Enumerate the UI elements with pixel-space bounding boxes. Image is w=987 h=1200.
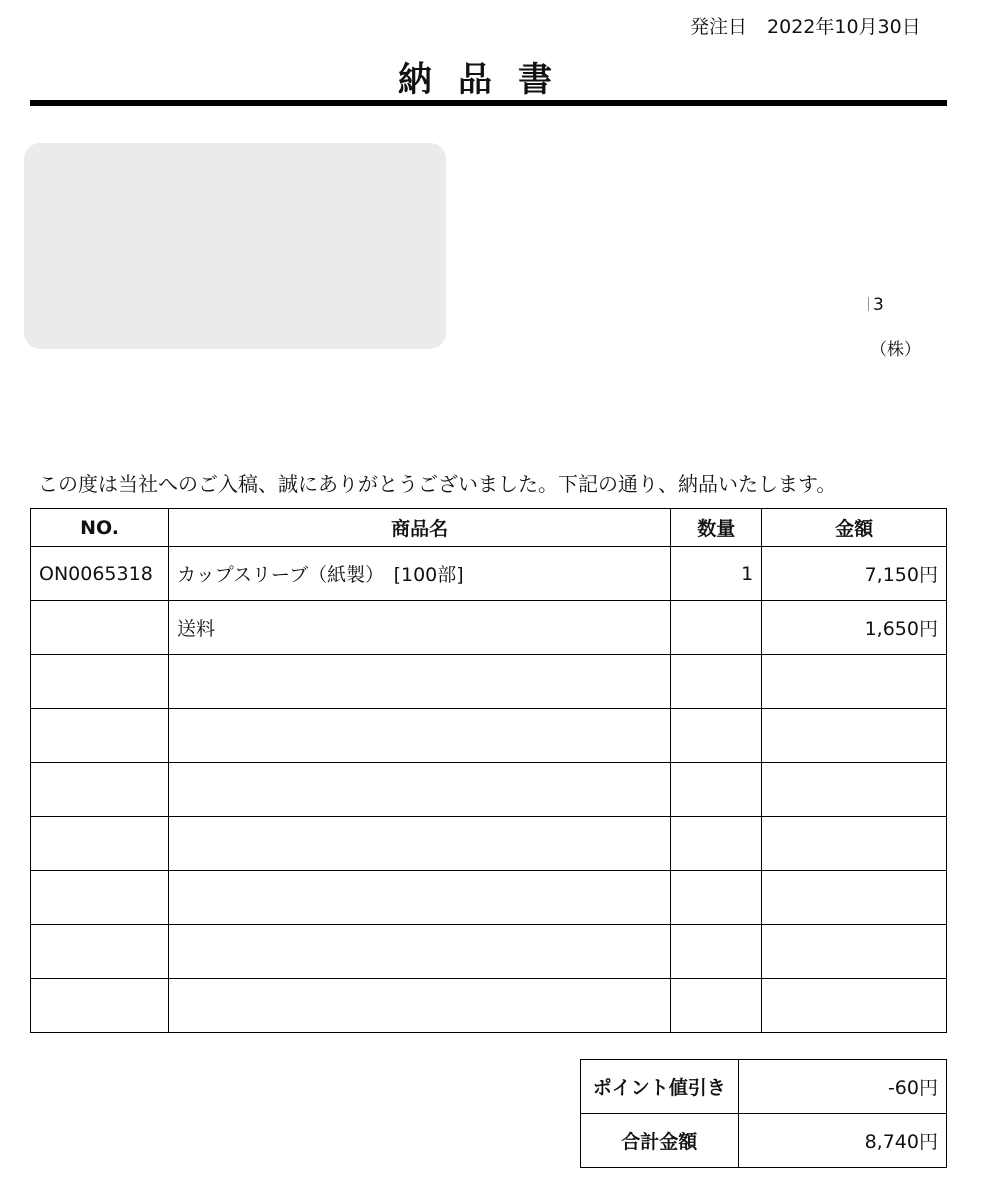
cell-amount xyxy=(762,709,947,763)
cell-product-name xyxy=(168,871,670,925)
order-date xyxy=(690,12,950,39)
total-row xyxy=(581,1114,947,1168)
document-title: 納品書 xyxy=(398,60,578,100)
title-underline xyxy=(30,100,947,106)
cell-product-name xyxy=(168,925,670,979)
total-label: 合計金額 xyxy=(581,1114,739,1168)
cell-quantity xyxy=(671,871,762,925)
header-quantity: 数量 xyxy=(671,509,762,547)
cell-quantity xyxy=(671,817,762,871)
table-row xyxy=(31,709,947,763)
sender-company: （株） xyxy=(870,340,921,360)
cell-amount: 7,150円 xyxy=(762,547,947,601)
discount-label: ポイント値引き xyxy=(581,1060,739,1114)
items-table-header-row xyxy=(31,509,947,547)
cell-amount xyxy=(762,925,947,979)
cell-amount xyxy=(762,655,947,709)
cell-product-name xyxy=(168,655,670,709)
table-row xyxy=(31,925,947,979)
cell-no xyxy=(31,871,169,925)
cell-product-name: 送料 xyxy=(168,601,670,655)
cell-quantity xyxy=(671,763,762,817)
cell-product-name xyxy=(168,709,670,763)
recipient-address-box-redacted xyxy=(24,143,446,349)
cell-quantity xyxy=(671,709,762,763)
cell-no xyxy=(31,979,169,1033)
cell-product-name xyxy=(168,763,670,817)
items-table xyxy=(30,508,947,1033)
cell-quantity xyxy=(671,925,762,979)
table-row xyxy=(31,763,947,817)
order-date-value: 2022年10月30日 xyxy=(767,16,921,38)
cell-no xyxy=(31,709,169,763)
cell-quantity xyxy=(671,601,762,655)
total-value: 8,740円 xyxy=(738,1114,946,1168)
sender-fragment-text: 3 xyxy=(873,295,884,315)
cell-amount xyxy=(762,763,947,817)
sender-address-fragment xyxy=(868,295,884,315)
totals-table xyxy=(580,1059,947,1168)
cell-amount xyxy=(762,871,947,925)
cell-no xyxy=(31,925,169,979)
table-row xyxy=(31,655,947,709)
table-row xyxy=(31,547,947,601)
cell-quantity: 1 xyxy=(671,547,762,601)
table-row xyxy=(31,979,947,1033)
cell-no xyxy=(31,763,169,817)
cell-amount xyxy=(762,817,947,871)
cell-amount xyxy=(762,979,947,1033)
header-product-name: 商品名 xyxy=(168,509,670,547)
header-no: NO. xyxy=(31,509,169,547)
cell-amount: 1,650円 xyxy=(762,601,947,655)
cell-no xyxy=(31,817,169,871)
cell-quantity xyxy=(671,655,762,709)
discount-value: -60円 xyxy=(738,1060,946,1114)
cell-no: ON0065318 xyxy=(31,547,169,601)
greeting-message: この度は当社へのご入稿、誠にありがとうございました。下記の通り、納品いたします。 xyxy=(38,472,837,496)
cell-product-name: カップスリーブ（紙製） [100部] xyxy=(168,547,670,601)
text-cursor-mark xyxy=(868,297,869,311)
order-date-label: 発注日 xyxy=(690,16,748,38)
discount-row xyxy=(581,1060,947,1114)
cell-quantity xyxy=(671,979,762,1033)
table-row xyxy=(31,817,947,871)
cell-no xyxy=(31,655,169,709)
table-row xyxy=(31,871,947,925)
table-row xyxy=(31,601,947,655)
cell-product-name xyxy=(168,979,670,1033)
cell-no xyxy=(31,601,169,655)
cell-product-name xyxy=(168,817,670,871)
header-amount: 金額 xyxy=(762,509,947,547)
